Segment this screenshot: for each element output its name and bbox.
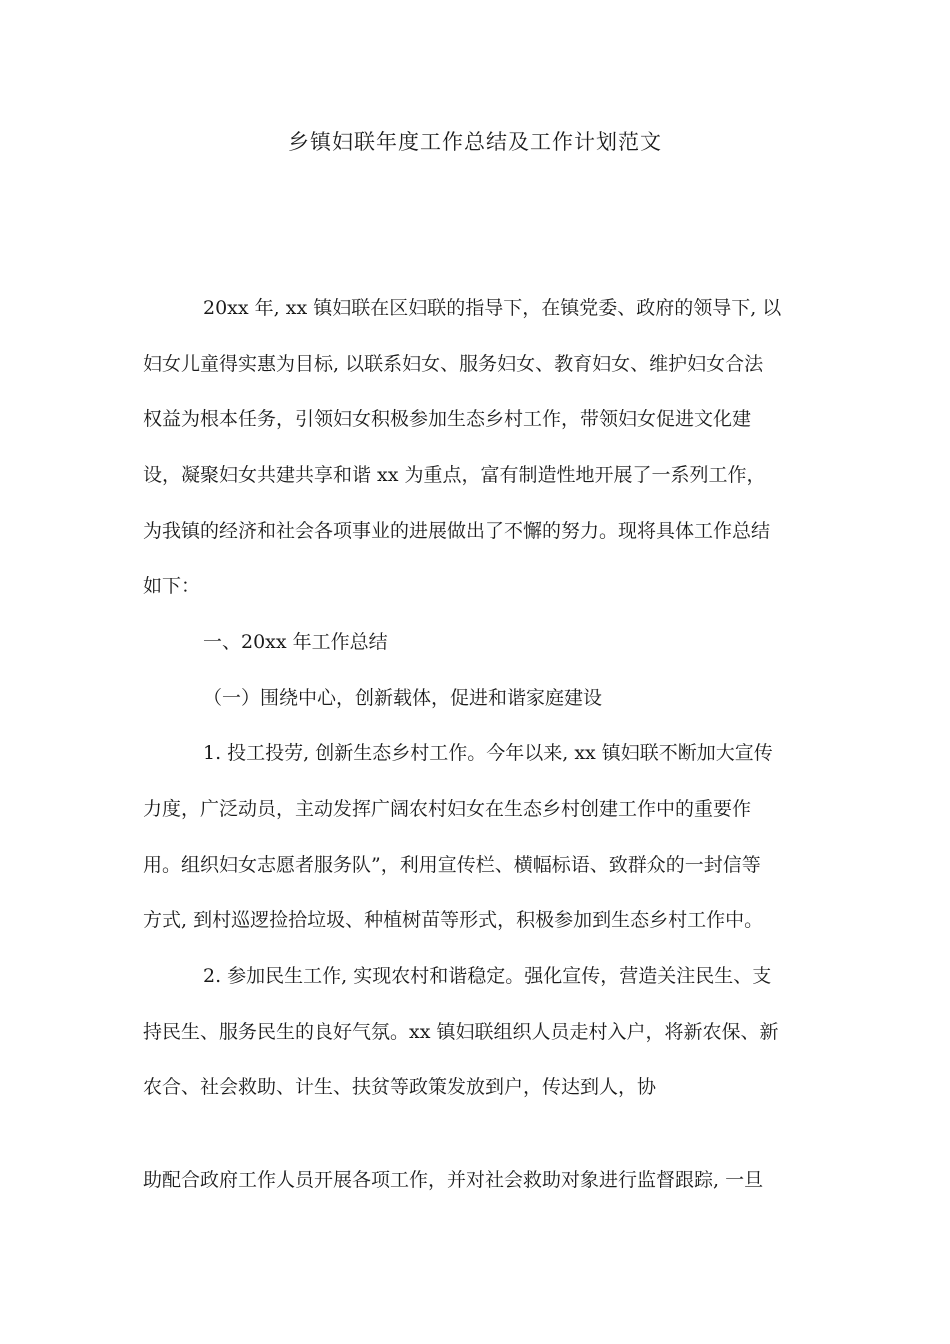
- paragraph-line: 妇女儿童得实惠为目标, 以联系妇女、服务妇女、教育妇女、维护妇女合法: [143, 353, 764, 375]
- paragraph-line: 如下：: [143, 575, 201, 597]
- document-title: 乡镇妇联年度工作总结及工作计划范文: [288, 130, 662, 154]
- paragraph-line: 设，凝聚妇女共建共享和谐 xx 为重点，富有制造性地开展了一系列工作，: [143, 464, 766, 486]
- paragraph-line: 助配合政府工作人员开展各项工作，并对社会救助对象进行监督跟踪, 一旦: [143, 1169, 764, 1191]
- section-heading: 一、20xx 年工作总结: [203, 631, 388, 653]
- paragraph-line: 方式, 到村巡逻捡拾垃圾、种植树苗等形式，积极参加到生态乡村工作中。: [143, 909, 764, 931]
- subsection-heading: （一）围绕中心，创新载体，促进和谐家庭建设: [203, 687, 603, 709]
- paragraph-line: 权益为根本任务，引领妇女积极参加生态乡村工作，带领妇女促进文化建: [143, 408, 752, 430]
- paragraph-line: 农合、社会救助、计生、扶贫等政策发放到户，传达到人，协: [143, 1076, 657, 1098]
- paragraph-line: 2. 参加民生工作, 实现农村和谐稳定。强化宣传，营造关注民生、支: [203, 965, 772, 987]
- paragraph-line: 持民生、服务民生的良好气氛。xx 镇妇联组织人员走村入户，将新农保、新: [143, 1021, 779, 1043]
- paragraph-line: 用。组织妇女志愿者服务队”，利用宣传栏、横幅标语、致群众的一封信等: [143, 854, 761, 876]
- paragraph-line: 为我镇的经济和社会各项事业的进展做出了不懈的努力。现将具体工作总结: [143, 520, 771, 542]
- paragraph-line: 20xx 年, xx 镇妇联在区妇联的指导下，在镇党委、政府的领导下, 以: [203, 297, 782, 319]
- paragraph-line: 力度，广泛动员，主动发挥广阔农村妇女在生态乡村创建工作中的重要作: [143, 798, 752, 820]
- paragraph-line: 1. 投工投劳, 创新生态乡村工作。今年以来, xx 镇妇联不断加大宣传: [203, 742, 773, 764]
